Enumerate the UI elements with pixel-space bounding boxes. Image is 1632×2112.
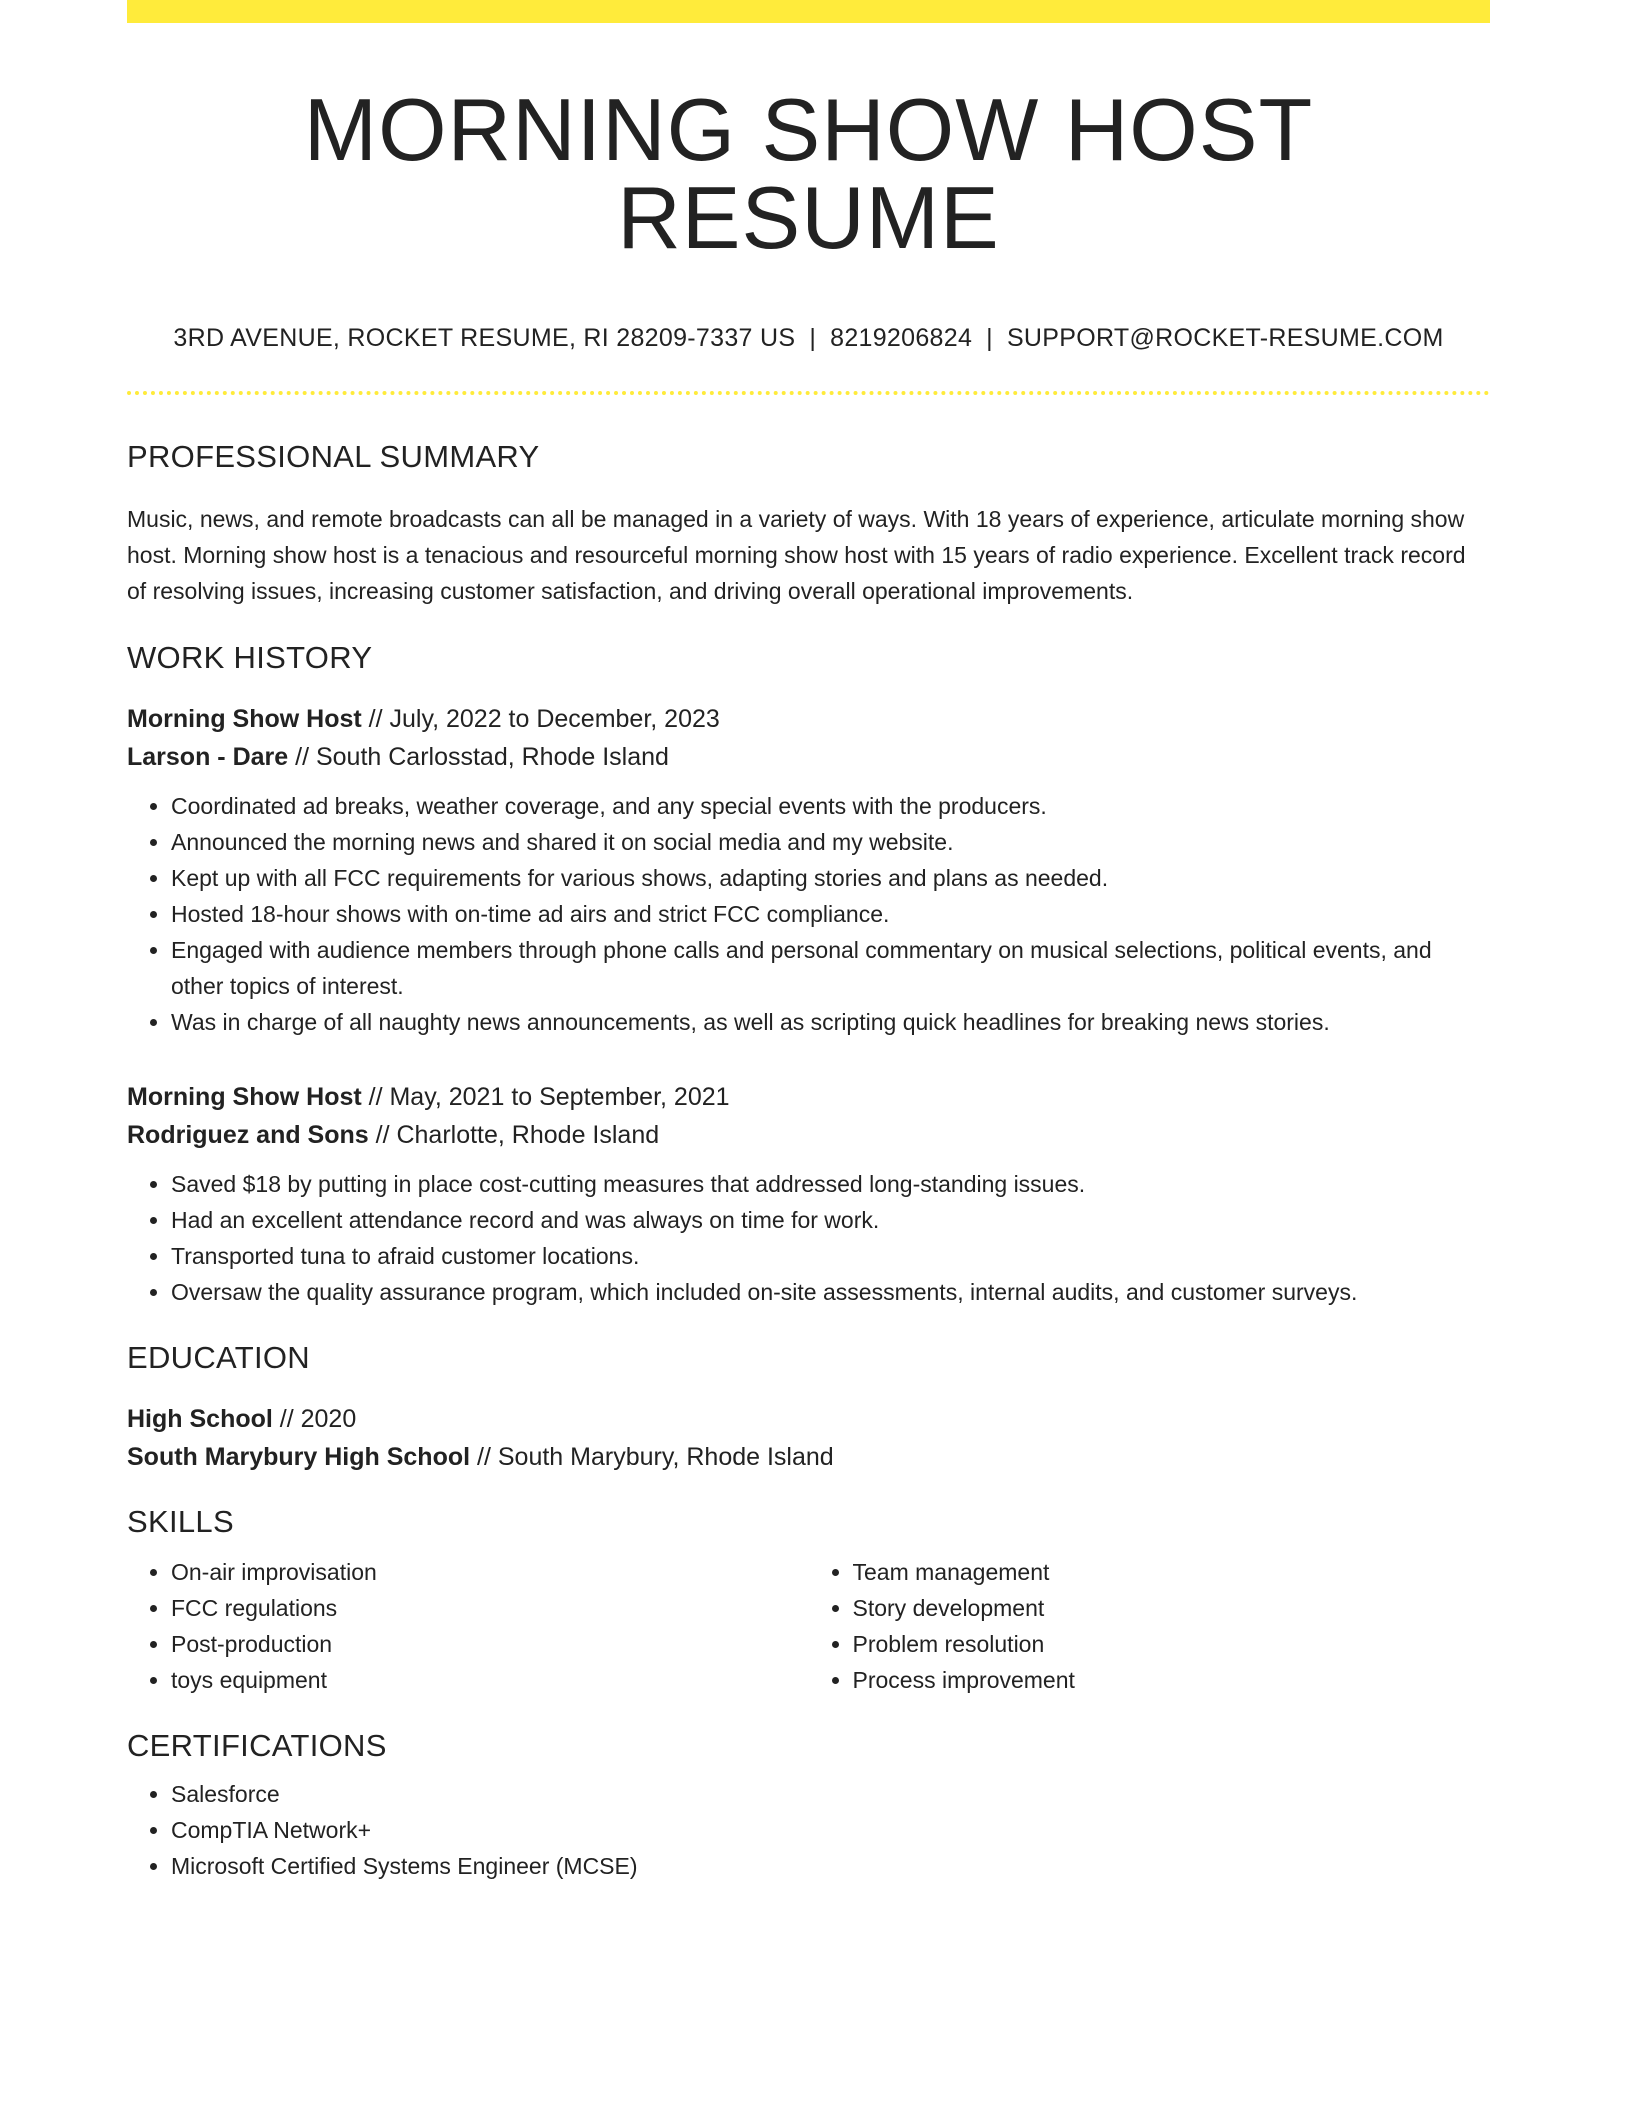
list-item: • Engaged with audience members through phone calls and personal commentary on musical selections, political events, and other topics of interest. xyxy=(171,932,1490,1004)
list-item: • Transported tuna to afraid customer locations. xyxy=(171,1238,1490,1274)
certifications-list xyxy=(127,1776,1490,1884)
skill-item: • Story development xyxy=(853,1590,1491,1626)
skill-item: • toys equipment xyxy=(171,1662,809,1698)
summary-text: Music, news, and remote broadcasts can all be managed in a variety of ways. With 18 years of experience, articulate morning show host. Morning show host is a tenacious and resourceful morning show host with 15 years of radio experience. Excellent track record of resolving issues, increasing customer satisfaction, and driving overall operational improvements. xyxy=(127,506,1466,604)
education-heading: EDUCATION xyxy=(127,1340,310,1375)
list-item: • Hosted 18-hour shows with on-time ad airs and strict FCC compliance. xyxy=(171,896,1490,932)
list-item: • Had an excellent attendance record and was always on time for work. xyxy=(171,1202,1490,1238)
certification-item: • Microsoft Certified Systems Engineer (MCSE) xyxy=(171,1848,1490,1884)
skill-item: • Team management xyxy=(853,1554,1491,1590)
contact-line xyxy=(127,324,1490,353)
top-accent-bar xyxy=(127,0,1490,23)
contact-address: 3RD AVENUE, ROCKET RESUME, RI 28209-7337 US xyxy=(173,324,796,352)
certification-item: • Salesforce xyxy=(171,1776,1490,1812)
list-item: • Saved $18 by putting in place cost-cutting measures that addressed long-standing issues. xyxy=(171,1166,1490,1202)
skill-item: • Process improvement xyxy=(853,1662,1491,1698)
job-entry xyxy=(127,700,1490,1040)
education-section xyxy=(127,1340,1490,1476)
list-item: • Oversaw the quality assurance program, which included on-site assessments, internal audits, and customer surveys. xyxy=(171,1274,1490,1310)
resume-page xyxy=(127,0,1490,1884)
skill-item: • FCC regulations xyxy=(171,1590,809,1626)
school-location: // South Marybury, Rhode Island xyxy=(470,1443,834,1471)
skills-right-column xyxy=(809,1554,1491,1698)
job-location: // South Carlosstad, Rhode Island xyxy=(288,743,669,771)
job-title-line xyxy=(127,1078,1490,1116)
list-item: • Announced the morning news and shared it on social media and my website. xyxy=(171,824,1490,860)
job-title-line xyxy=(127,700,1490,738)
contact-separator: | xyxy=(986,324,993,352)
skill-item: • On-air improvisation xyxy=(171,1554,809,1590)
certifications-heading: CERTIFICATIONS xyxy=(127,1728,387,1763)
summary-heading: PROFESSIONAL SUMMARY xyxy=(127,439,540,474)
job-company-line xyxy=(127,738,1490,776)
contact-email: SUPPORT@ROCKET-RESUME.COM xyxy=(1006,324,1444,352)
work-history-section xyxy=(127,640,1490,1310)
job-bullets xyxy=(127,1166,1490,1310)
work-history-heading: WORK HISTORY xyxy=(127,640,373,675)
contact-phone: 8219206824 xyxy=(830,324,973,352)
skills-heading: SKILLS xyxy=(127,1504,234,1539)
job-title: Morning Show Host xyxy=(127,705,362,733)
school-line xyxy=(127,1438,1490,1476)
degree: High School xyxy=(127,1405,273,1433)
job-company: Larson - Dare xyxy=(127,743,289,771)
list-item: • Was in charge of all naughty news announcements, as well as scripting quick headlines for breaking news stories. xyxy=(171,1004,1490,1040)
list-item: • Kept up with all FCC requirements for various shows, adapting stories and plans as needed. xyxy=(171,860,1490,896)
certification-item: • CompTIA Network+ xyxy=(171,1812,1490,1848)
skill-item: • Post-production xyxy=(171,1626,809,1662)
graduation-year: // 2020 xyxy=(272,1405,357,1433)
list-item: • Coordinated ad breaks, weather coverage, and any special events with the producers. xyxy=(171,788,1490,824)
certifications-section xyxy=(127,1728,1490,1884)
education-entry xyxy=(127,1400,1490,1476)
contact-separator: | xyxy=(809,324,817,352)
job-title: Morning Show Host xyxy=(127,1083,362,1111)
school-name: South Marybury High School xyxy=(127,1443,471,1471)
skills-left-column xyxy=(127,1554,809,1698)
job-entry xyxy=(127,1078,1490,1310)
resume-title: MORNING SHOW HOST RESUME xyxy=(303,80,1314,267)
job-location: // Charlotte, Rhode Island xyxy=(368,1121,660,1149)
job-company-line xyxy=(127,1116,1490,1154)
degree-line xyxy=(127,1400,1490,1438)
dotted-divider xyxy=(127,391,1490,395)
job-bullets xyxy=(127,788,1490,1040)
job-dates: // May, 2021 to September, 2021 xyxy=(361,1083,730,1111)
job-dates: // July, 2022 to December, 2023 xyxy=(361,705,720,733)
job-company: Rodriguez and Sons xyxy=(127,1121,369,1149)
skills-grid xyxy=(127,1554,1490,1698)
skill-item: • Problem resolution xyxy=(853,1626,1491,1662)
summary-section xyxy=(127,439,1490,609)
skills-section xyxy=(127,1504,1490,1698)
